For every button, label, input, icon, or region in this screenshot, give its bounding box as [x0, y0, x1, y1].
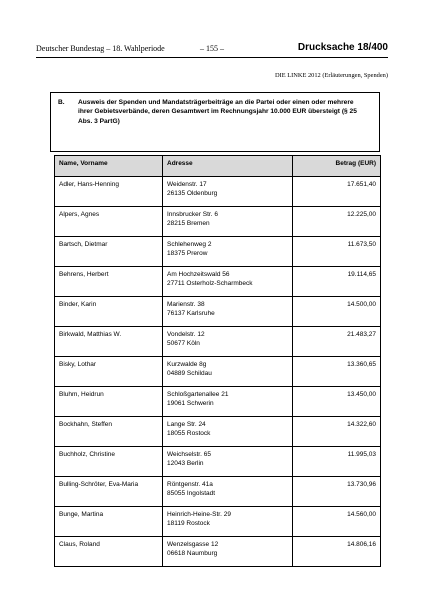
donor-name: Alpers, Agnes [55, 207, 163, 237]
donor-name: Bartsch, Dietmar [55, 237, 163, 267]
donor-name: Birkwald, Matthias W. [55, 327, 163, 357]
donor-name: Behrens, Herbert [55, 267, 163, 297]
table-row [55, 327, 381, 357]
address-city: 18375 Prerow [167, 250, 208, 258]
donation-amount: 17.651,40 [293, 177, 381, 207]
donor-address [163, 357, 293, 387]
donation-amount: 13.450,00 [293, 387, 381, 417]
donor-address [163, 507, 293, 537]
donor-address [163, 297, 293, 327]
donation-amount: 12.225,00 [293, 207, 381, 237]
address-street: Wenzelsgasse 12 [167, 541, 219, 548]
table-row [55, 357, 381, 387]
address-city: 27711 Osterholz-Scharmbeck [167, 280, 253, 288]
table-row [55, 207, 381, 237]
donor-name: Bunge, Martina [55, 507, 163, 537]
table-row [55, 387, 381, 417]
column-header-address: Adresse [163, 156, 293, 177]
donor-address [163, 267, 293, 297]
donor-address [163, 447, 293, 477]
donation-amount: 14.322,60 [293, 417, 381, 447]
donor-address [163, 177, 293, 207]
donation-amount: 14.500,00 [293, 297, 381, 327]
donor-address [163, 477, 293, 507]
address-street: Röntgenstr. 41a [167, 481, 213, 488]
header-parliament: Deutscher Bundestag – 18. Wahlperiode [36, 44, 165, 53]
header-doc-number: 400 [371, 42, 388, 53]
address-city: 18055 Rostock [167, 430, 211, 438]
address-city: 26135 Oldenburg [167, 190, 218, 198]
donor-name: Adler, Hans-Henning [55, 177, 163, 207]
donor-address [163, 537, 293, 567]
section-heading-text: Ausweis der Spenden und Mandatsträgerbeiträge an die Partei oder einen oder mehrere ihrer Gebietsverbände, deren Gesamtwert im Rechnungsjahr 10.000 EUR übersteigt (§ 25 Abs. 3 PartG) [78, 99, 357, 125]
donation-amount: 11.673,50 [293, 237, 381, 267]
address-city: 76137 Karlsruhe [167, 310, 215, 318]
header-document-number [298, 42, 388, 53]
table-row [55, 297, 381, 327]
table-row [55, 177, 381, 207]
header-page-number: – 155 – [200, 44, 224, 53]
section-letter: B. [58, 99, 65, 106]
donor-name: Bluhm, Heidrun [55, 387, 163, 417]
address-street: Marienstr. 38 [167, 301, 205, 308]
donor-table [54, 155, 381, 567]
page-header [36, 42, 388, 56]
address-city: 28215 Bremen [167, 220, 210, 228]
donation-amount: 14.560,00 [293, 507, 381, 537]
donor-address [163, 327, 293, 357]
address-city: 85055 Ingolstadt [167, 490, 216, 498]
donor-name: Bisky, Lothar [55, 357, 163, 387]
donation-amount: 11.995,03 [293, 447, 381, 477]
table-row [55, 237, 381, 267]
address-street: Schlehenweg 2 [167, 241, 212, 248]
donor-address [163, 237, 293, 267]
address-street: Weidenstr. 17 [167, 181, 207, 188]
header-rule [36, 57, 388, 58]
column-header-amount: Betrag (EUR) [293, 156, 381, 177]
table-body [55, 177, 381, 567]
donor-name: Bockhahn, Steffen [55, 417, 163, 447]
donation-amount: 21.483,27 [293, 327, 381, 357]
column-header-name: Name, Vorname [55, 156, 163, 177]
table-header-row [55, 156, 381, 177]
section-subheader: DIE LINKE 2012 (Erläuterungen, Spenden) [274, 72, 388, 79]
donor-address [163, 207, 293, 237]
address-city: 50677 Köln [167, 340, 200, 348]
table-row [55, 507, 381, 537]
donor-name: Binder, Karin [55, 297, 163, 327]
section-heading-box [50, 92, 380, 152]
donation-amount: 14.806,16 [293, 537, 381, 567]
table-row [55, 477, 381, 507]
address-street: Weichselstr. 65 [167, 451, 211, 458]
address-street: Am Hochzeitswald 56 [167, 271, 230, 278]
donor-name: Buchholz, Christine [55, 447, 163, 477]
donation-amount: 13.360,65 [293, 357, 381, 387]
header-doc-prefix: Drucksache 18/ [297, 42, 372, 53]
address-city: 19061 Schwerin [167, 400, 214, 408]
table-row [55, 267, 381, 297]
donation-amount: 19.114,65 [293, 267, 381, 297]
address-street: Vondelstr. 12 [167, 331, 205, 338]
address-street: Innsbrucker Str. 6 [167, 211, 218, 218]
address-street: Schloßgartenallee 21 [167, 391, 229, 398]
donor-name: Bulling-Schröter, Eva-Maria [55, 477, 163, 507]
address-city: 06618 Naumburg [167, 550, 218, 558]
table-row [55, 417, 381, 447]
donor-name: Claus, Roland [55, 537, 163, 567]
donation-amount: 13.730,96 [293, 477, 381, 507]
table-row [55, 537, 381, 567]
address-city: 12043 Berlin [167, 460, 204, 468]
address-city: 18119 Rostock [167, 520, 210, 528]
table-row [55, 447, 381, 477]
address-street: Kurzwalde 8g [167, 361, 207, 368]
address-city: 04889 Schildau [167, 370, 212, 378]
address-street: Lange Str. 24 [167, 421, 206, 428]
donor-address [163, 417, 293, 447]
address-street: Heinrich-Heine-Str. 29 [167, 511, 231, 518]
donor-address [163, 387, 293, 417]
